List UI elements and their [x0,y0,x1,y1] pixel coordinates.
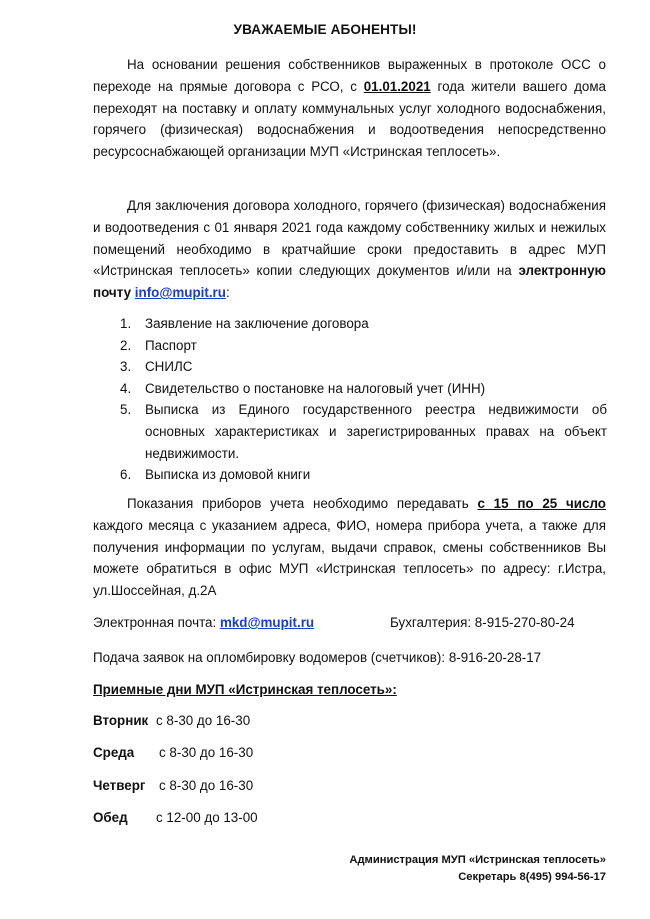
email-label: электронную почту [93,263,606,301]
list-item [120,378,607,400]
list-item [120,399,607,464]
paragraph-transition-text-2: года жители вашего дома переходят на поставку и оплату коммунальных услуг холодного водоснабжения, горячего (физическая) водоснабжения и водоотведения непосредственно ресурсоснабжающей организации МУП «Истринская теплосеть». [93,78,606,160]
list-item-text: Выписка из Единого государственного реестра недвижимости об основных характеристиках и зарегистрированных правах на объект недвижимости. [145,402,607,461]
list-item [120,464,607,486]
list-item-number: 1. [120,316,132,331]
schedule-row [93,808,258,828]
schedule-day: Среда [93,745,135,760]
schedule-time: с 8-30 до 16-30 [159,778,254,793]
paragraph-transition-text-1: На основании решения собственников выраженных в протоколе ОСС о переходе на прямые договора с РСО, с [93,57,606,94]
schedule-time: с 12-00 до 13-00 [156,810,258,825]
page-title: УВАЖАЕМЫЕ АБОНЕНТЫ! [233,22,417,37]
schedule-row [93,776,254,796]
paragraph-transition [93,54,606,163]
contact-email-label: Электронная почта: [93,615,220,630]
list-item-text: Свидетельство о постановке на налоговый учет (ИНН) [145,380,486,396]
list-item [120,313,607,335]
schedule-row [93,743,254,763]
schedule-row [93,711,251,731]
list-item-number: 5. [120,402,132,418]
list-item-number: 3. [120,359,132,375]
list-item-text: Паспорт [145,337,197,353]
paragraph-contract [93,195,606,304]
meter-reading-period: с 15 по 25 число [477,496,606,511]
paragraph-contract-end: : [225,285,230,301]
signature-secretary-phone: Секретарь 8(495) 994-56-17 [458,871,606,883]
list-item-number: 6. [120,467,132,483]
paragraph-meters-text-2: каждого месяца с указанием адреса, ФИО, номера прибора учета, а также для получения информации по услугам, выдачи справок, смены собственников Вы можете обратиться в офис МУП «Истринская теплосеть» по адресу: г.Истра, ул.Шоссейная, д.2А [93,517,606,599]
signature-administration: Администрация МУП «Истринская теплосеть» [349,854,606,866]
schedule-time: с 8-30 до 16-30 [159,745,254,760]
accounting-phone: Бухгалтерия: 8-915-270-80-24 [390,615,575,630]
list-item-text: Заявление на заключение договора [145,316,369,331]
list-item-number: 2. [120,337,132,353]
paragraph-meters [93,493,606,602]
mkd-email-link[interactable]: mkd@mupit.ru [219,615,315,630]
paragraph-contract-text: Для заключения договора холодного, горячего (физическая) водоснабжения и водоотведения с 01 января 2021 года каждому собственнику жилых и нежилых помещений необходимо в кратчайшие сроки предоставить в адрес МУП «Истринская теплосеть» копии следующих документов и/или на [93,198,606,279]
transition-date: 01.01.2021 [363,78,431,94]
list-item-text: СНИЛС [145,359,193,375]
documents-list [120,313,607,486]
contact-email-line [93,613,314,633]
list-item [120,356,607,378]
schedule-title: Приемные дни МУП «Истринская теплосеть»: [93,682,397,697]
schedule-day: Вторник [93,713,149,728]
signature [349,852,606,886]
list-item [120,335,607,357]
info-email-link[interactable]: info@mupit.ru [134,285,226,301]
list-item-text: Выписка из домовой книги [145,467,311,483]
schedule-time: с 8-30 до 16-30 [156,713,251,728]
sealing-requests-line: Подача заявок на опломбировку водомеров (счетчиков): 8-916-20-28-17 [93,650,542,665]
paragraph-meters-text-1: Показания приборов учета необходимо передавать [127,496,478,511]
list-item-number: 4. [120,380,132,396]
schedule-day: Обед [93,810,128,825]
schedule-day: Четверг [93,778,146,793]
